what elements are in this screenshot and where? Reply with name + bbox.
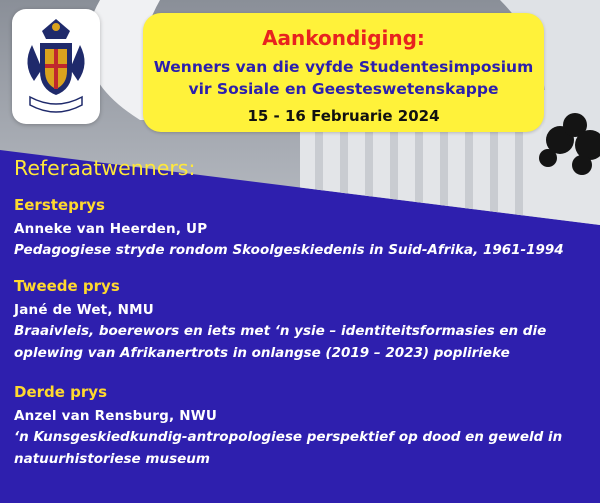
paper-title-second (14, 320, 589, 364)
announcement-heading: Aankondiging: (262, 26, 425, 50)
winner-third: Anzel van Rensburg, NWU (14, 408, 217, 424)
university-crest-icon (12, 9, 100, 124)
university-logo (12, 9, 100, 124)
paper-title-line: Braaivleis, boerewors en iets met ‘n ysie – identiteitsformasies en die (14, 323, 547, 339)
announcement-dates: 15 - 16 Februarie 2024 (247, 107, 440, 125)
prize-label-third: Derde prys (14, 383, 107, 401)
paper-title-line: oplewing van Afrikanertrots in onlangse (2019 – 2023) poplirieke (14, 345, 510, 361)
announcement-line-2: vir Sosiale en Geesteswetenskappe (188, 80, 499, 98)
section-title: Referaatwenners: (14, 156, 196, 180)
announcement-box (143, 13, 544, 132)
winner-first: Anneke van Heerden, UP (14, 221, 208, 237)
prize-label-first: Eersteprys (14, 196, 105, 214)
paper-title-line: natuurhistoriese museum (14, 451, 210, 467)
winner-second: Jané de Wet, NMU (14, 302, 154, 318)
prize-label-second: Tweede prys (14, 277, 120, 295)
announcement-line-1: Wenners van die vyfde Studentesimposium (153, 58, 534, 76)
paper-title-third (14, 426, 589, 470)
paper-title-line: Pedagogiese stryde rondom Skoolgeskiedenis in Suid-Afrika, 1961-1994 (14, 242, 564, 258)
paper-title-line: ‘n Kunsgeskiedkundig-antropologiese perspektief op dood en geweld in (14, 429, 563, 445)
paper-title-first (14, 239, 589, 261)
